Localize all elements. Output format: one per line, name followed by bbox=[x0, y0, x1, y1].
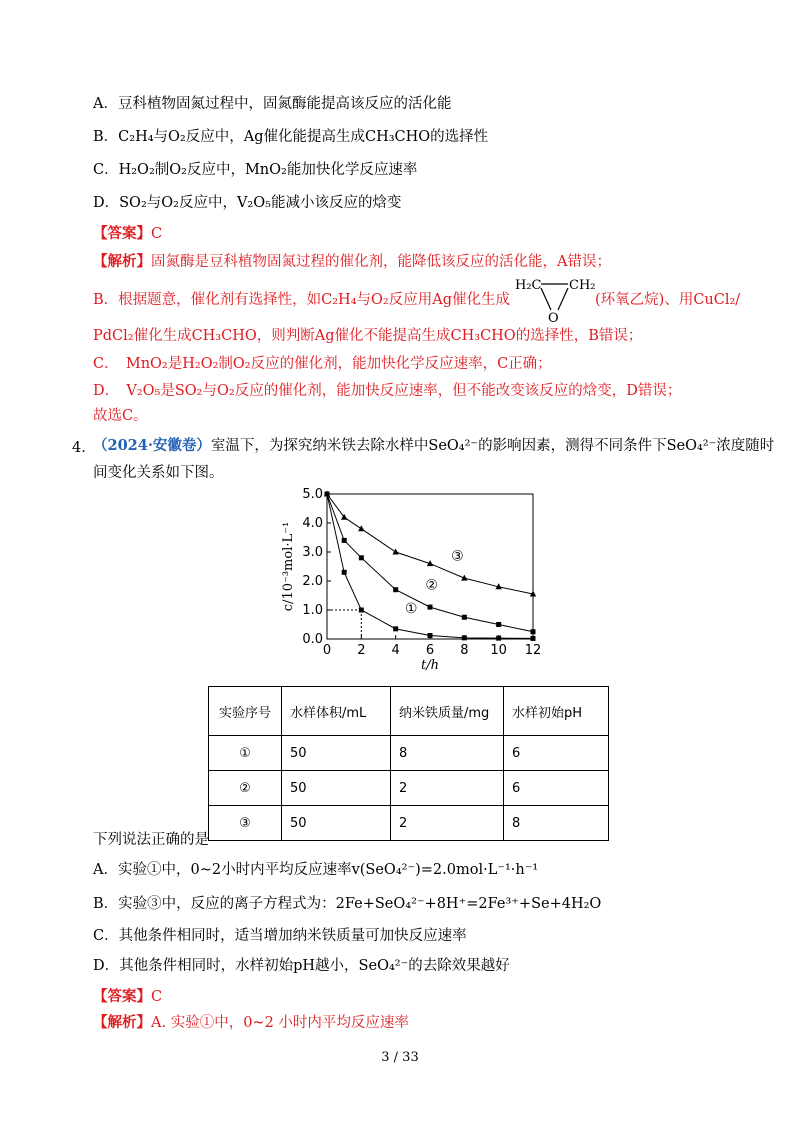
x-tick-label: 6 bbox=[425, 643, 435, 658]
page-number: 3 / 33 bbox=[381, 1050, 419, 1065]
table-cell: 50 bbox=[282, 806, 391, 841]
data-point bbox=[428, 605, 433, 610]
table-cell: 50 bbox=[282, 736, 391, 771]
x-tick-label: 12 bbox=[524, 643, 542, 658]
option-a: A．豆科植物固氮过程中，固氮酶能提高该反应的活化能 bbox=[93, 96, 452, 112]
table-cell: 8 bbox=[504, 806, 609, 841]
plot-frame bbox=[327, 494, 533, 639]
data-point bbox=[359, 608, 364, 613]
option-d: D．SO₂与O₂反应中，V₂O₅能减小该反应的焓变 bbox=[93, 195, 402, 211]
data-point bbox=[359, 555, 364, 560]
table-cell: 8 bbox=[391, 736, 504, 771]
y-tick-label: 2.0 bbox=[302, 574, 323, 589]
x-tick-label: 8 bbox=[460, 643, 469, 658]
table-cell: 6 bbox=[504, 771, 609, 806]
data-point bbox=[342, 570, 347, 575]
q4-option-c: C．其他条件相同时，适当增加纳米铁质量可加快反应速率 bbox=[93, 928, 467, 944]
q4-option-b: B．实验③中，反应的离子方程式为：2Fe+SeO₄²⁻+8H⁺=2Fe³⁺+Se+4H₂O bbox=[93, 896, 602, 912]
q4-analysis-label: 【解析】 bbox=[93, 1014, 151, 1031]
series-label-1: ① bbox=[404, 600, 418, 617]
epoxide-ch2-label: CH₂ bbox=[569, 278, 595, 293]
table-header-cell: 水样初始pH bbox=[504, 687, 609, 736]
analysis-text: 固氮酶是豆科植物固氮过程的催化剂，能降低该反应的活化能，A错误； bbox=[151, 254, 611, 270]
x-tick-label: 0 bbox=[322, 643, 332, 658]
answer-line bbox=[93, 224, 162, 244]
data-point bbox=[462, 635, 467, 640]
y-tick-label: 5.0 bbox=[302, 487, 323, 502]
analysis-line-4: C． MnO₂是H₂O₂制O₂反应的催化剂，能加快化学反应速率，C正确； bbox=[93, 356, 552, 372]
series-label-3: ③ bbox=[451, 548, 464, 565]
q4-answer-label: 【答案】 bbox=[93, 988, 151, 1005]
series-line-1 bbox=[327, 494, 533, 638]
data-point bbox=[496, 622, 501, 627]
table-row bbox=[209, 736, 609, 771]
data-point bbox=[496, 636, 501, 641]
q4-answer-value: C bbox=[151, 989, 163, 1005]
table-cell: 2 bbox=[391, 806, 504, 841]
data-point bbox=[393, 587, 398, 592]
table-header-cell: 纳米铁质量/mg bbox=[391, 687, 504, 736]
analysis-label: 【解析】 bbox=[93, 253, 151, 270]
data-point bbox=[392, 549, 398, 555]
data-point bbox=[462, 615, 467, 620]
data-point bbox=[358, 525, 364, 531]
question-number: 4． bbox=[72, 440, 96, 456]
table-row bbox=[209, 806, 609, 841]
analysis-line-2: B．根据题意，催化剂有选择性，如C₂H₄与O₂反应用Ag催化生成 bbox=[93, 292, 510, 308]
y-axis-label: c/10⁻³mol·L⁻¹ bbox=[281, 521, 296, 612]
analysis-line-3: PdCl₂催化生成CH₃CHO，则判断Ag催化不能提高生成CH₃CHO的选择性，B错误； bbox=[93, 328, 643, 344]
table-cell: 2 bbox=[391, 771, 504, 806]
table-cell: ③ bbox=[209, 806, 282, 841]
y-tick-label: 1.0 bbox=[302, 603, 323, 618]
table-row bbox=[209, 771, 609, 806]
data-point bbox=[428, 633, 433, 638]
analysis-line-2b: (环氧乙烷)、用CuCl₂/ bbox=[595, 292, 741, 308]
q4-option-a: A．实验①中，0~2小时内平均反应速率v(SeO₄²⁻)=2.0mol·L⁻¹·h⁻¹ bbox=[93, 862, 539, 878]
experiment-table bbox=[208, 686, 609, 841]
x-axis-label: t/h bbox=[421, 658, 439, 673]
data-point bbox=[531, 636, 536, 641]
concentration-chart bbox=[280, 484, 550, 680]
answer-value: C bbox=[151, 226, 163, 242]
question-stem-1 bbox=[93, 436, 774, 456]
table-cell: ② bbox=[209, 771, 282, 806]
y-tick-label: 4.0 bbox=[302, 516, 323, 531]
table-cell: 50 bbox=[282, 771, 391, 806]
y-tick-label: 3.0 bbox=[302, 545, 323, 560]
question-stem-2: 间变化关系如下图。 bbox=[93, 465, 224, 481]
data-point bbox=[342, 538, 347, 543]
data-point bbox=[531, 629, 536, 634]
epoxide-structure bbox=[513, 272, 595, 328]
q4-analysis-line bbox=[93, 1013, 409, 1033]
question-source: （2024·安徽卷） bbox=[93, 437, 211, 454]
q4-answer-line bbox=[93, 987, 162, 1007]
analysis-line-1 bbox=[93, 252, 611, 272]
question-stem-text: 室温下，为探究纳米铁去除水样中SeO₄²⁻的影响因素，测得不同条件下SeO₄²⁻浓度随时 bbox=[210, 438, 775, 454]
x-tick-label: 10 bbox=[490, 643, 507, 658]
question-prompt: 下列说法正确的是 bbox=[93, 832, 209, 848]
table-cell: ① bbox=[209, 736, 282, 771]
q4-analysis-text: A. 实验①中，0~2 小时内平均反应速率 bbox=[151, 1015, 409, 1031]
table-header-row bbox=[209, 687, 609, 736]
answer-label: 【答案】 bbox=[93, 225, 151, 242]
epoxide-h2c-label: H₂C bbox=[515, 278, 542, 293]
data-point bbox=[393, 626, 398, 631]
option-c: C．H₂O₂制O₂反应中，MnO₂能加快化学反应速率 bbox=[93, 162, 418, 178]
option-b: B．C₂H₄与O₂反应中，Ag催化能提高生成CH₃CHO的选择性 bbox=[93, 129, 489, 145]
analysis-line-5: D． V₂O₅是SO₂与O₂反应的催化剂，能加快反应速率，但不能改变该反应的焓变，D错误； bbox=[93, 383, 682, 399]
epoxide-o-label: O bbox=[548, 311, 559, 326]
y-tick-label: 0.0 bbox=[302, 632, 323, 647]
table-cell: 6 bbox=[504, 736, 609, 771]
q4-option-d: D．其他条件相同时，水样初始pH越小，SeO₄²⁻的去除效果越好 bbox=[93, 958, 510, 974]
table-header-cell: 实验序号 bbox=[209, 687, 282, 736]
analysis-line-6: 故选C。 bbox=[93, 408, 148, 424]
table-header-cell: 水样体积/mL bbox=[282, 687, 391, 736]
x-tick-label: 4 bbox=[391, 643, 400, 658]
series-label-2: ② bbox=[425, 577, 438, 594]
x-tick-label: 2 bbox=[357, 643, 366, 658]
